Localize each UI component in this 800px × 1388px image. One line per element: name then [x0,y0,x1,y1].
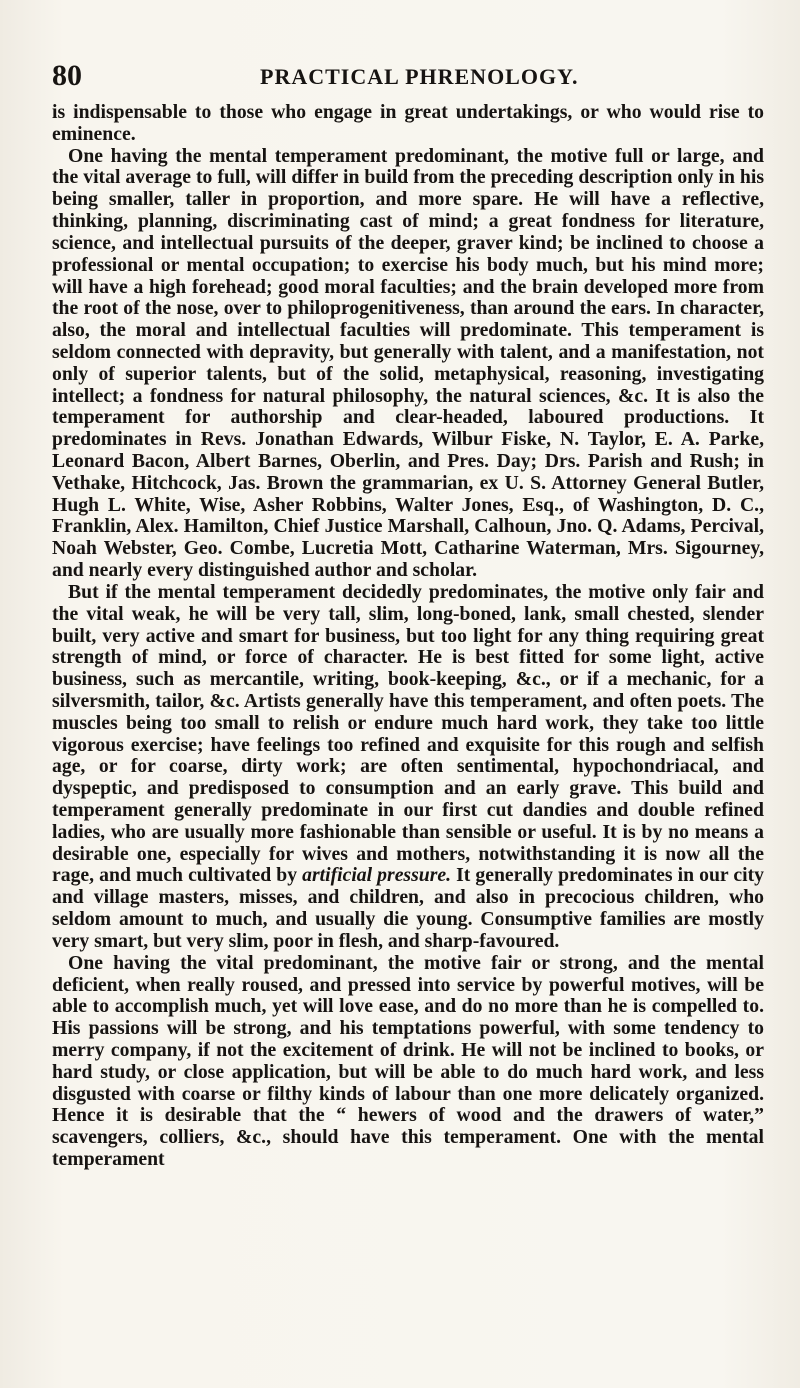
running-title: PRACTICAL PHRENOLOGY. [260,64,579,89]
italic-phrase: artificial pressure. [302,864,452,887]
body-text [52,102,764,1171]
paragraph-continuation: is indispensable to those who engage in great undertakings, or who would rise to eminence. [52,101,764,145]
paragraph-mental-decidedly-predominant [52,582,764,953]
page-number: 80 [52,59,82,92]
paragraph-vital-predominant: One having the vital predominant, the motive fair or strong, and the mental deficient, when really roused, and pressed into service by powerful motives, will be able to accomplish much, yet will love ease, and do no more than he is compelled to. His passions will be strong, and his temptations powerful, with some tendency to merry company, if not the excitement of drink. He will not be inclined to books, or hard study, or close application, but will be able to do much hard work, and less disgusted with coarse or filthy kinds of labour than one more delicately organized. Hence it is desirable that the “ hewers of wood and the drawers of water,” scavengers, colliers, &c., should have this temperament. One with the mental temperament [52,951,764,1170]
running-head [52,58,760,94]
paragraph-text-part: But if the mental temperament decidedly predominates, the motive only fair and the vital weak, he will be very tall, slim, long-boned, lank, small chested, slender built, very active and smart for business, but too light for any thing requiring great strength of mind, or force of character. He is best fitted for some light, active business, such as mercantile, writing, book-keeping, &c., or if a mechanic, for a silversmith, tailor, &c. Artists generally have this temperament, and often poets. The muscles being too small to relish or endure much hard work, they take too little vigorous exercise; have feelings too refined and exquisite for this rough and selfish age, or for coarse, dirty work; are often sentimental, hypochondriacal, and dyspeptic, and predisposed to consumption and an early grave. This build and temperament generally predominate in our first cut dandies and double refined ladies, who are usually more fashionable than sensible or useful. It is by no means a desirable one, especially for wives and mothers, notwithstanding it is now all the rage, and much cultivated by [52,580,764,887]
paragraph-mental-temperament: One having the mental temperament predominant, the motive full or large, and the vital average to full, will differ in build from the preceding description only in his being smaller, taller in proportion, and more spare. He will have a reflective, thinking, planning, discriminating cast of mind; a great fondness for literature, science, and intellectual pursuits of the deeper, graver kind; be inclined to choose a professional or mental occupation; to exercise his body much, but his mind more; will have a high forehead; good moral faculties; and the brain developed more from the root of the nose, over to philoprogenitiveness, than around the ears. In character, also, the moral and intellectual faculties will predominate. This temperament is seldom connected with depravity, but generally with talent, and a manifestation, not only of superior talents, but of the solid, metaphysical, reasoning, investigating intellect; a fondness for natural philosophy, the natural sciences, &c. It is also the temperament for authorship and clear-headed, laboured productions. It predominates in Revs. Jonathan Edwards, Wilbur Fiske, N. Taylor, E. A. Parke, Leonard Bacon, Albert Barnes, Oberlin, and Pres. Day; Drs. Parish and Rush; in Vethake, Hitchcock, Jas. Brown the grammarian, ex U. S. Attorney General Butler, Hugh L. White, Wise, Asher Robbins, Walter Jones, Esq., of Washington, D. C., Franklin, Alex. Hamilton, Chief Justice Marshall, Calhoun, Jno. Q. Adams, Percival, Noah Webster, Geo. Combe, Lucretia Mott, Catharine Waterman, Mrs. Sigourney, and nearly every distinguished author and scholar. [52,144,764,582]
paragraph-text-part: It generally predominates in our city and village masters, misses, and children, and also in precocious children, who seldom amount to much, and usually die young. Consumptive families are mostly very smart, but very slim, poor in flesh, and sharp-favoured. [52,864,764,952]
